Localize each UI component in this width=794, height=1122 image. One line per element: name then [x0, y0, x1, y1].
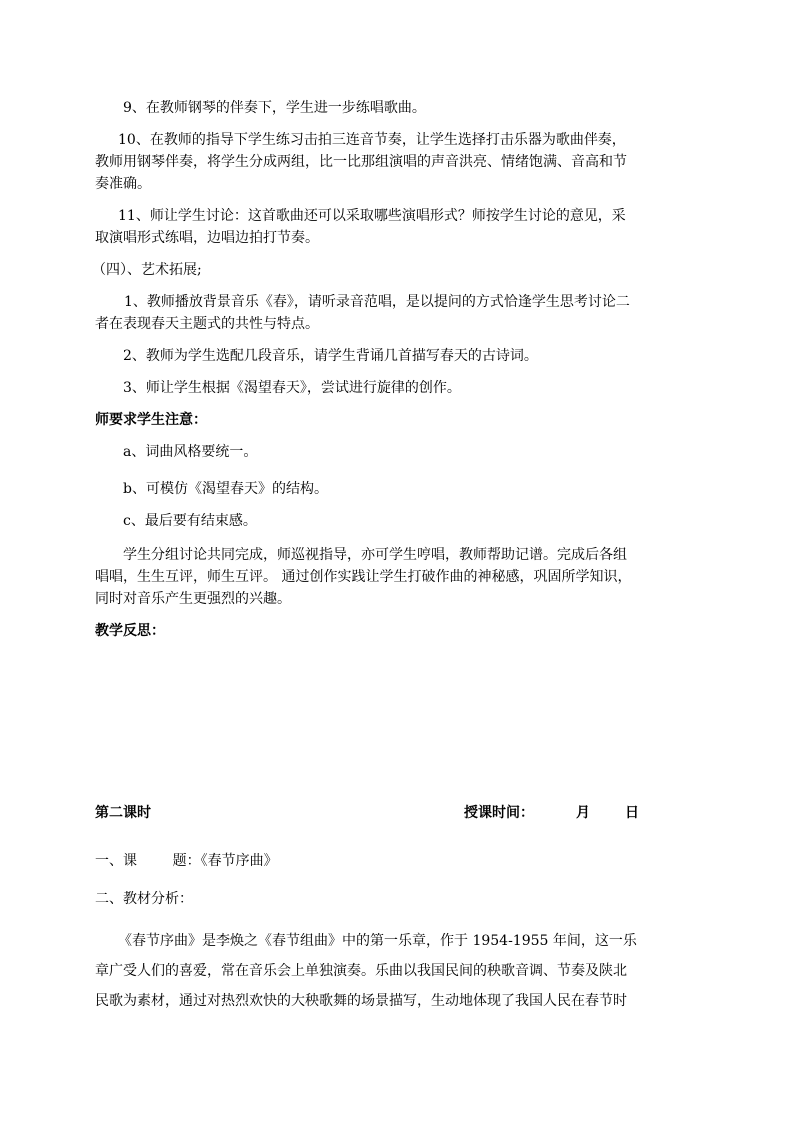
- art-item-2: 2、教师为学生选配几段音乐，请学生背诵几首描写春天的古诗词。: [123, 348, 538, 364]
- analysis-heading: 二、教材分析：: [95, 891, 193, 907]
- lesson-month: 月: [576, 805, 590, 821]
- art-item-1-line-1: 1、教师播放背景音乐《春》，请听录音范唱，是以提问的方式恰逢学生思考讨论二: [124, 294, 630, 310]
- lesson-time-label: 授课时间：: [464, 805, 534, 821]
- note-a: a、词曲风格要统一。: [123, 444, 258, 460]
- analysis-line-1: 《春节序曲》是李焕之《春节组曲》中的第一乐章，作于 1954-1955 年间，这一乐: [118, 933, 637, 949]
- analysis-line-2: 章广受人们的喜爱，常在音乐会上单独演奏。乐曲以我国民间的秧歌音调、节奏及陕北: [95, 963, 627, 979]
- list-item-11-line-2: 取演唱形式练唱，边唱边拍打节奏。: [95, 230, 319, 246]
- section-heading-art-extension: （四）、艺术拓展;: [92, 262, 202, 278]
- notes-paragraph-line-1: 学生分组讨论共同完成，师巡视指导，亦可学生哼唱，教师帮助记谱。完成后各组: [123, 547, 627, 563]
- reflection-heading: 教学反思：: [95, 623, 165, 639]
- notes-paragraph-line-2: 唱唱，生生互评，师生互评。 通过创作实践让学生打破作曲的神秘感，巩固所学知识，: [95, 569, 632, 585]
- note-b: b、可模仿《渴望春天》的结构。: [123, 481, 328, 497]
- list-item-10-line-2: 教师用钢琴伴奏，将学生分成两组，比一比那组演唱的声音洪亮、情绪饱满、音高和节: [95, 154, 627, 170]
- notes-paragraph-line-3: 同时对音乐产生更强烈的兴趣。: [95, 591, 291, 607]
- list-item-9: 9、在教师钢琴的伴奏下，学生进一步练唱歌曲。: [123, 100, 426, 116]
- note-c: c、最后要有结束感。: [123, 513, 257, 529]
- lesson-title: 第二课时: [95, 805, 151, 821]
- notes-heading: 师要求学生注意：: [95, 412, 207, 428]
- lesson-topic: 一、课 题：《春节序曲》: [95, 853, 278, 869]
- art-item-1-line-2: 者在表现春天主题式的共性与特点。: [95, 316, 319, 332]
- analysis-line-3: 民歌为素材，通过对热烈欢快的大秧歌舞的场景描写，生动地体现了我国人民在春节时: [95, 993, 627, 1009]
- lesson-day: 日: [625, 805, 639, 821]
- list-item-10-line-1: 10、在教师的指导下学生练习击拍三连音节奏，让学生选择打击乐器为歌曲伴奏，: [118, 132, 626, 148]
- art-item-3: 3、师让学生根据《渴望春天》，尝试进行旋律的创作。: [123, 380, 461, 396]
- list-item-10-line-3: 奏准确。: [95, 176, 151, 192]
- list-item-11-line-1: 11、师让学生讨论：这首歌曲还可以采取哪些演唱形式？师按学生讨论的意见，采: [118, 208, 626, 224]
